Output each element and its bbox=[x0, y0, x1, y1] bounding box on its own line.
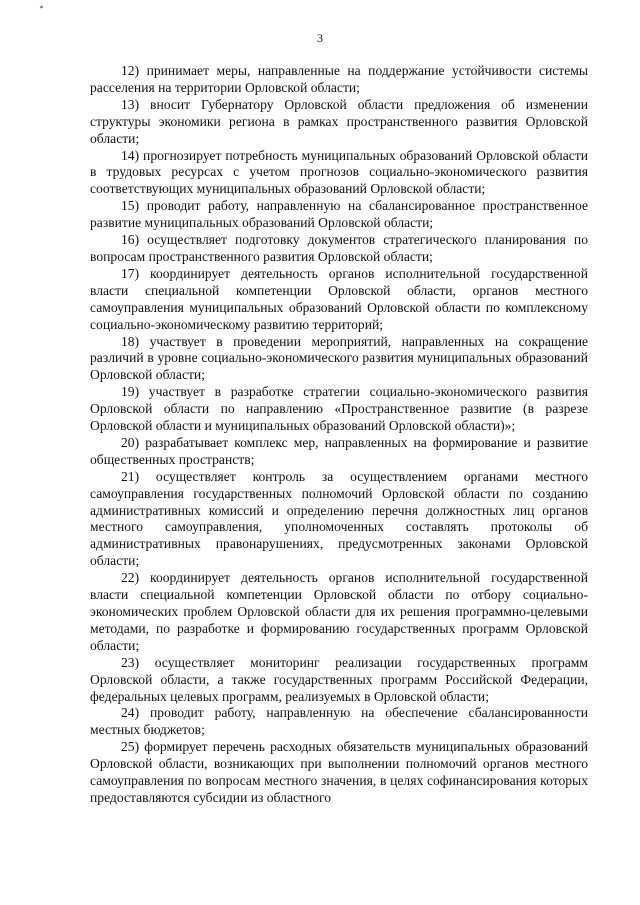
list-item-21: 21) осуществляет контроль за осуществлением органами местного самоуправления государственных полномочий Орловской области по созданию административных комиссий и определению перечня должностных лиц органов местного самоуправления, уполномоченных составлять протоколы об административных правонарушениях, предусмотренных законами Орловской области; bbox=[90, 468, 588, 569]
list-item-20: 20) разрабатывает комплекс мер, направленных на формирование и развитие общественных пространств; bbox=[90, 434, 588, 467]
list-item-12: 12) принимает меры, направленные на поддержание устойчивости системы расселения на территории Орловской области; bbox=[90, 63, 588, 95]
list-item-24: 24) проводит работу, направленную на обеспечение сбалансированности местных бюджетов; bbox=[90, 705, 588, 738]
list-item-15: 15) проводит работу, направленную на сбалансированное пространственное развитие муниципальных образований Орловской области; bbox=[90, 198, 588, 231]
scan-artifact-mark bbox=[40, 5, 44, 8]
document-body bbox=[90, 63, 588, 807]
list-item-19: 19) участвует в разработке стратегии социально-экономического развития Орловской области по направлению «Пространственное развитие (в разрезе Орловской области и муниципальных образований Орловской области)»; bbox=[90, 384, 588, 434]
list-item-17: 17) координирует деятельность органов исполнительной государственной власти специальной компетенции Орловской области, органов местного самоуправления муниципальных образований Орловской области по комплексному социально-экономическому развитию территорий; bbox=[90, 265, 588, 332]
list-item-14: 14) прогнозирует потребность муниципальных образований Орловской области в трудовых ресурсах с учетом прогнозов социально-экономического развития соответствующих муниципальных образований Орловской области; bbox=[90, 147, 588, 197]
page-number: 3 bbox=[317, 31, 323, 45]
list-item-16: 16) осуществляет подготовку документов стратегического планирования по вопросам пространственного развития Орловской области; bbox=[90, 232, 588, 264]
list-item-22: 22) координирует деятельность органов исполнительной государственной власти специальной компетенции Орловской области по отбору социально-экономических проблем Орловской области для их решения программно-целевыми методами, по разработке и формированию государственных программ Орловской области; bbox=[90, 570, 588, 653]
list-item-13: 13) вносит Губернатору Орловской области предложения об изменении структуры экономики региона в рамках пространственного развития Орловской области; bbox=[90, 96, 588, 146]
list-item-18: 18) участвует в проведении мероприятий, направленных на сокращение различий в уровне социально-экономического развития муниципальных образований Орловской области; bbox=[90, 333, 588, 383]
list-item-25: 25) формирует перечень расходных обязательств муниципальных образований Орловской области, возникающих при выполнении полномочий органов местного самоуправления по вопросам местного значения, в целях софинансирования которых предоставляются субсидии из областного bbox=[90, 739, 588, 805]
list-item-23: 23) осуществляет мониторинг реализации государственных программ Орловской области, а также государственных программ Российской Федерации, федеральных целевых программ, реализуемых в Орловской области; bbox=[90, 654, 588, 704]
